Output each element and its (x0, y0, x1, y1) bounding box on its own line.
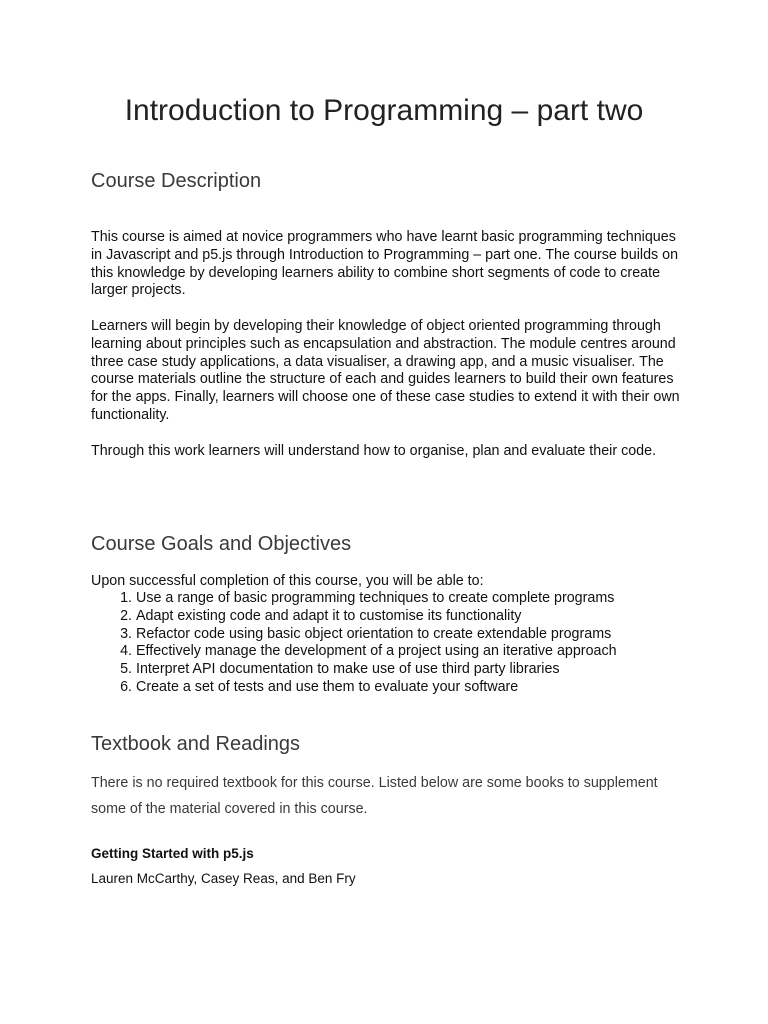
description-paragraph-3: Through this work learners will understand how to organise, plan and evaluate their code. (91, 443, 657, 459)
readings-heading: Textbook and Readings (91, 733, 301, 755)
goal-item: 3. Refactor code using basic object orientation to create extendable programs (136, 626, 617, 644)
course-description-heading: Course Description (91, 170, 262, 192)
goals-heading: Course Goals and Objectives (91, 533, 352, 555)
description-paragraph-1: This course is aimed at novice programmers who have learnt basic programming techniques in Javascript and p5.js through Introduction to Programming – part one. The course builds on this knowledge by developing learners ability to combine short segments of code to create larger projects. (91, 229, 679, 299)
goal-item: 2. Adapt existing code and adapt it to customise its functionality (136, 608, 617, 626)
description-paragraph-2: Learners will begin by developing their knowledge of object oriented programming through learning about principles such as encapsulation and abstraction. The module centres around three case study applications, a data visualiser, a drawing app, and a music visualiser. The course materials outline the structure of each and guides learners to build their own features for the apps. Finally, learners will choose one of these case studies to extend it with their own functionality. (91, 318, 680, 423)
goal-item: 5. Interpret API documentation to make use of use third party libraries (136, 661, 617, 679)
goal-item: 1. Use a range of basic programming techniques to create complete programs (136, 590, 617, 608)
goal-item: 4. Effectively manage the development of a project using an iterative approach (136, 643, 617, 661)
goal-item: 6. Create a set of tests and use them to evaluate your software (136, 679, 617, 697)
page-title: Introduction to Programming – part two (124, 94, 644, 127)
readings-intro: There is no required textbook for this course. Listed below are some books to supplement some of the material covered in this course. (91, 775, 658, 817)
book-title: Getting Started with p5.js (91, 846, 254, 861)
book-authors: Lauren McCarthy, Casey Reas, and Ben Fry (91, 871, 356, 886)
goals-list (91, 590, 617, 697)
goals-intro: Upon successful completion of this course, you will be able to: (91, 573, 484, 589)
